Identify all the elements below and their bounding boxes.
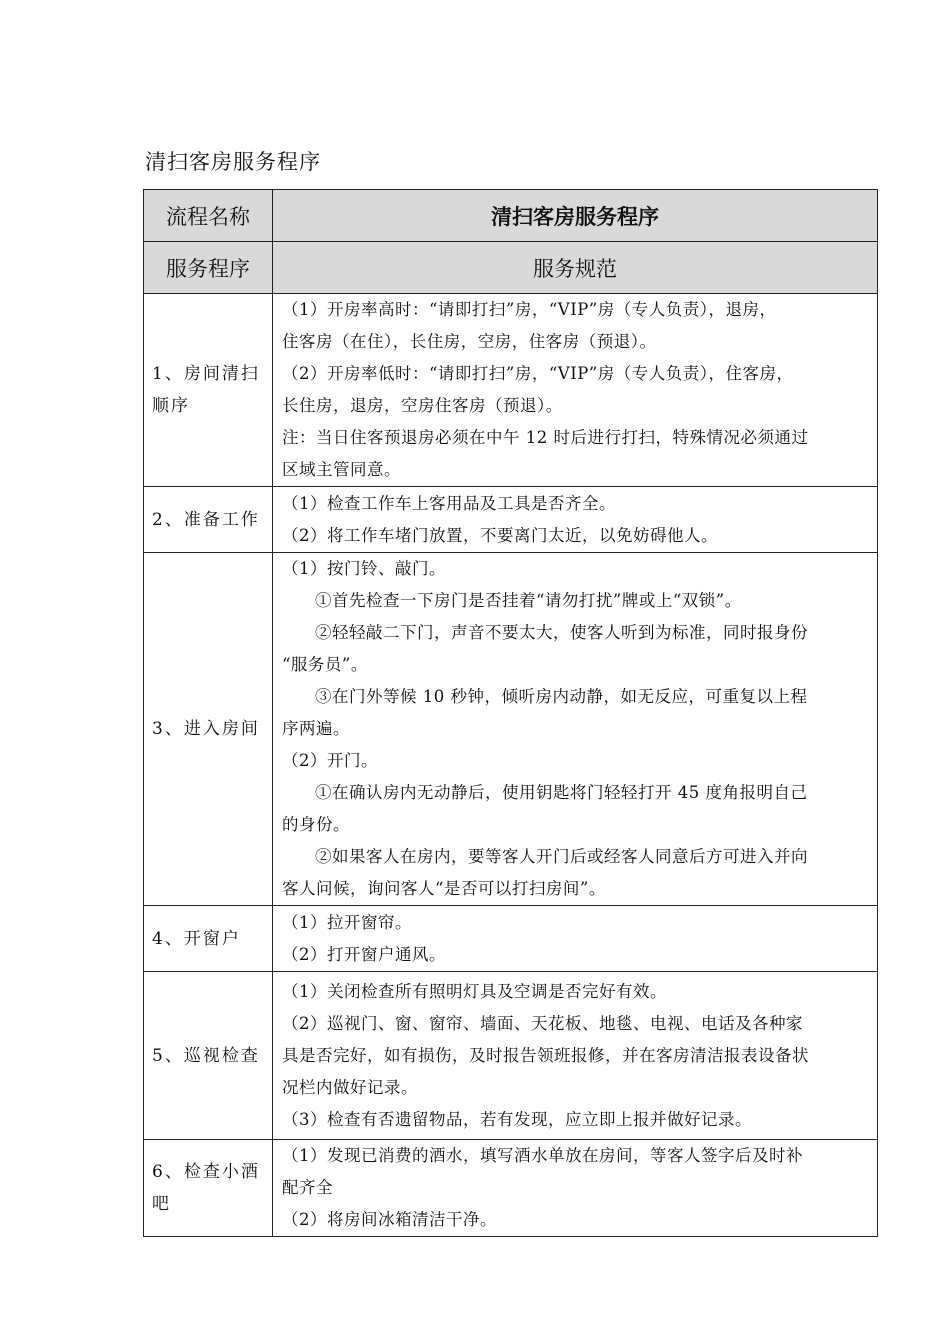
content-line: 长住房，退房，空房住客房（预退）。 bbox=[282, 396, 563, 415]
step-name: 5、巡视检查 bbox=[144, 972, 273, 1140]
step-content bbox=[273, 487, 878, 553]
content-line: （2）开门。 bbox=[282, 751, 378, 770]
table-row bbox=[144, 553, 878, 906]
step-content bbox=[273, 906, 878, 972]
content-line: 具是否完好，如有损伤，及时报告领班报修，并在客房清洁报表设备状 bbox=[282, 1045, 809, 1065]
content-line: “服务员”。 bbox=[282, 655, 368, 674]
content-line: 住客房（在住），长住房，空房，住客房（预退）。 bbox=[282, 332, 657, 351]
content-line: （1）拉开窗帘。 bbox=[282, 912, 412, 932]
header-service-standard: 服务规范 bbox=[273, 242, 878, 294]
content-line: 区域主管同意。 bbox=[282, 460, 401, 479]
content-line: （1）检查工作车上客用品及工具是否齐全。 bbox=[282, 493, 616, 513]
content-line: 况栏内做好记录。 bbox=[282, 1077, 418, 1097]
step-name: 6、检查小酒吧 bbox=[144, 1140, 273, 1237]
step-name: 2、准备工作 bbox=[144, 487, 273, 553]
content-line: （1）发现已消费的酒水，填写酒水单放在房间，等客人签字后及时补 bbox=[282, 1146, 803, 1165]
table-subheader-row bbox=[144, 242, 878, 294]
header-process-name-label: 流程名称 bbox=[144, 190, 273, 242]
document-title: 清扫客房服务程序 bbox=[145, 150, 321, 174]
content-line: 配齐全 bbox=[282, 1178, 333, 1197]
content-line: ②轻轻敲二下门，声音不要太大，使客人听到为标准，同时报身份 bbox=[315, 623, 808, 642]
content-line: （2）将房间冰箱清洁干净。 bbox=[282, 1210, 497, 1229]
table-row bbox=[144, 972, 878, 1140]
content-line: （3）检查有否遗留物品，若有发现，应立即上报并做好记录。 bbox=[282, 1109, 752, 1129]
table-row bbox=[144, 1140, 878, 1237]
content-line: （2）将工作车堵门放置，不要离门太近，以免妨碍他人。 bbox=[282, 525, 718, 545]
content-line: ①首先检查一下房门是否挂着“请勿打扰”牌或上“双锁”。 bbox=[315, 591, 742, 610]
content-line: （2）打开窗户通风。 bbox=[282, 944, 446, 964]
content-line: ③在门外等候 10 秒钟，倾听房内动静，如无反应，可重复以上程 bbox=[315, 687, 808, 706]
content-line: （2）开房率低时：“请即打扫”房，“VIP”房（专人负责），住客房， bbox=[282, 364, 794, 383]
step-content bbox=[273, 553, 878, 906]
content-line: （1）开房率高时：“请即打扫”房，“VIP”房（专人负责），退房， bbox=[282, 300, 777, 319]
content-line: 客人问候，询问客人“是否可以打扫房间”。 bbox=[282, 879, 606, 898]
header-service-procedure: 服务程序 bbox=[144, 242, 273, 294]
step-content bbox=[273, 294, 878, 487]
content-line: 的身份。 bbox=[282, 815, 350, 834]
table-row bbox=[144, 906, 878, 972]
table-header-row bbox=[144, 190, 878, 242]
content-line: （2）巡视门、窗、窗帘、墙面、天花板、地毯、电视、电话及各种家 bbox=[282, 1013, 803, 1033]
step-content bbox=[273, 1140, 878, 1237]
procedure-table bbox=[143, 189, 878, 1237]
step-name: 3、进入房间 bbox=[144, 553, 273, 906]
step-name: 4、开窗户 bbox=[144, 906, 273, 972]
content-line: ②如果客人在房内，要等客人开门后或经客人同意后方可进入并向 bbox=[315, 847, 808, 866]
content-line: ①在确认房内无动静后，使用钥匙将门轻轻打开 45 度角报明自己 bbox=[315, 783, 808, 802]
header-process-name-value: 清扫客房服务程序 bbox=[273, 190, 878, 242]
content-line: 序两遍。 bbox=[282, 719, 350, 738]
table-row bbox=[144, 487, 878, 553]
table-row bbox=[144, 294, 878, 487]
content-line: 注：当日住客预退房必须在中午 12 时后进行打扫，特殊情况必须通过 bbox=[282, 428, 809, 447]
content-line: （1）关闭检查所有照明灯具及空调是否完好有效。 bbox=[282, 981, 667, 1001]
step-content bbox=[273, 972, 878, 1140]
content-line: （1）按门铃、敲门。 bbox=[282, 559, 446, 578]
step-name: 1、房间清扫顺序 bbox=[144, 294, 273, 487]
